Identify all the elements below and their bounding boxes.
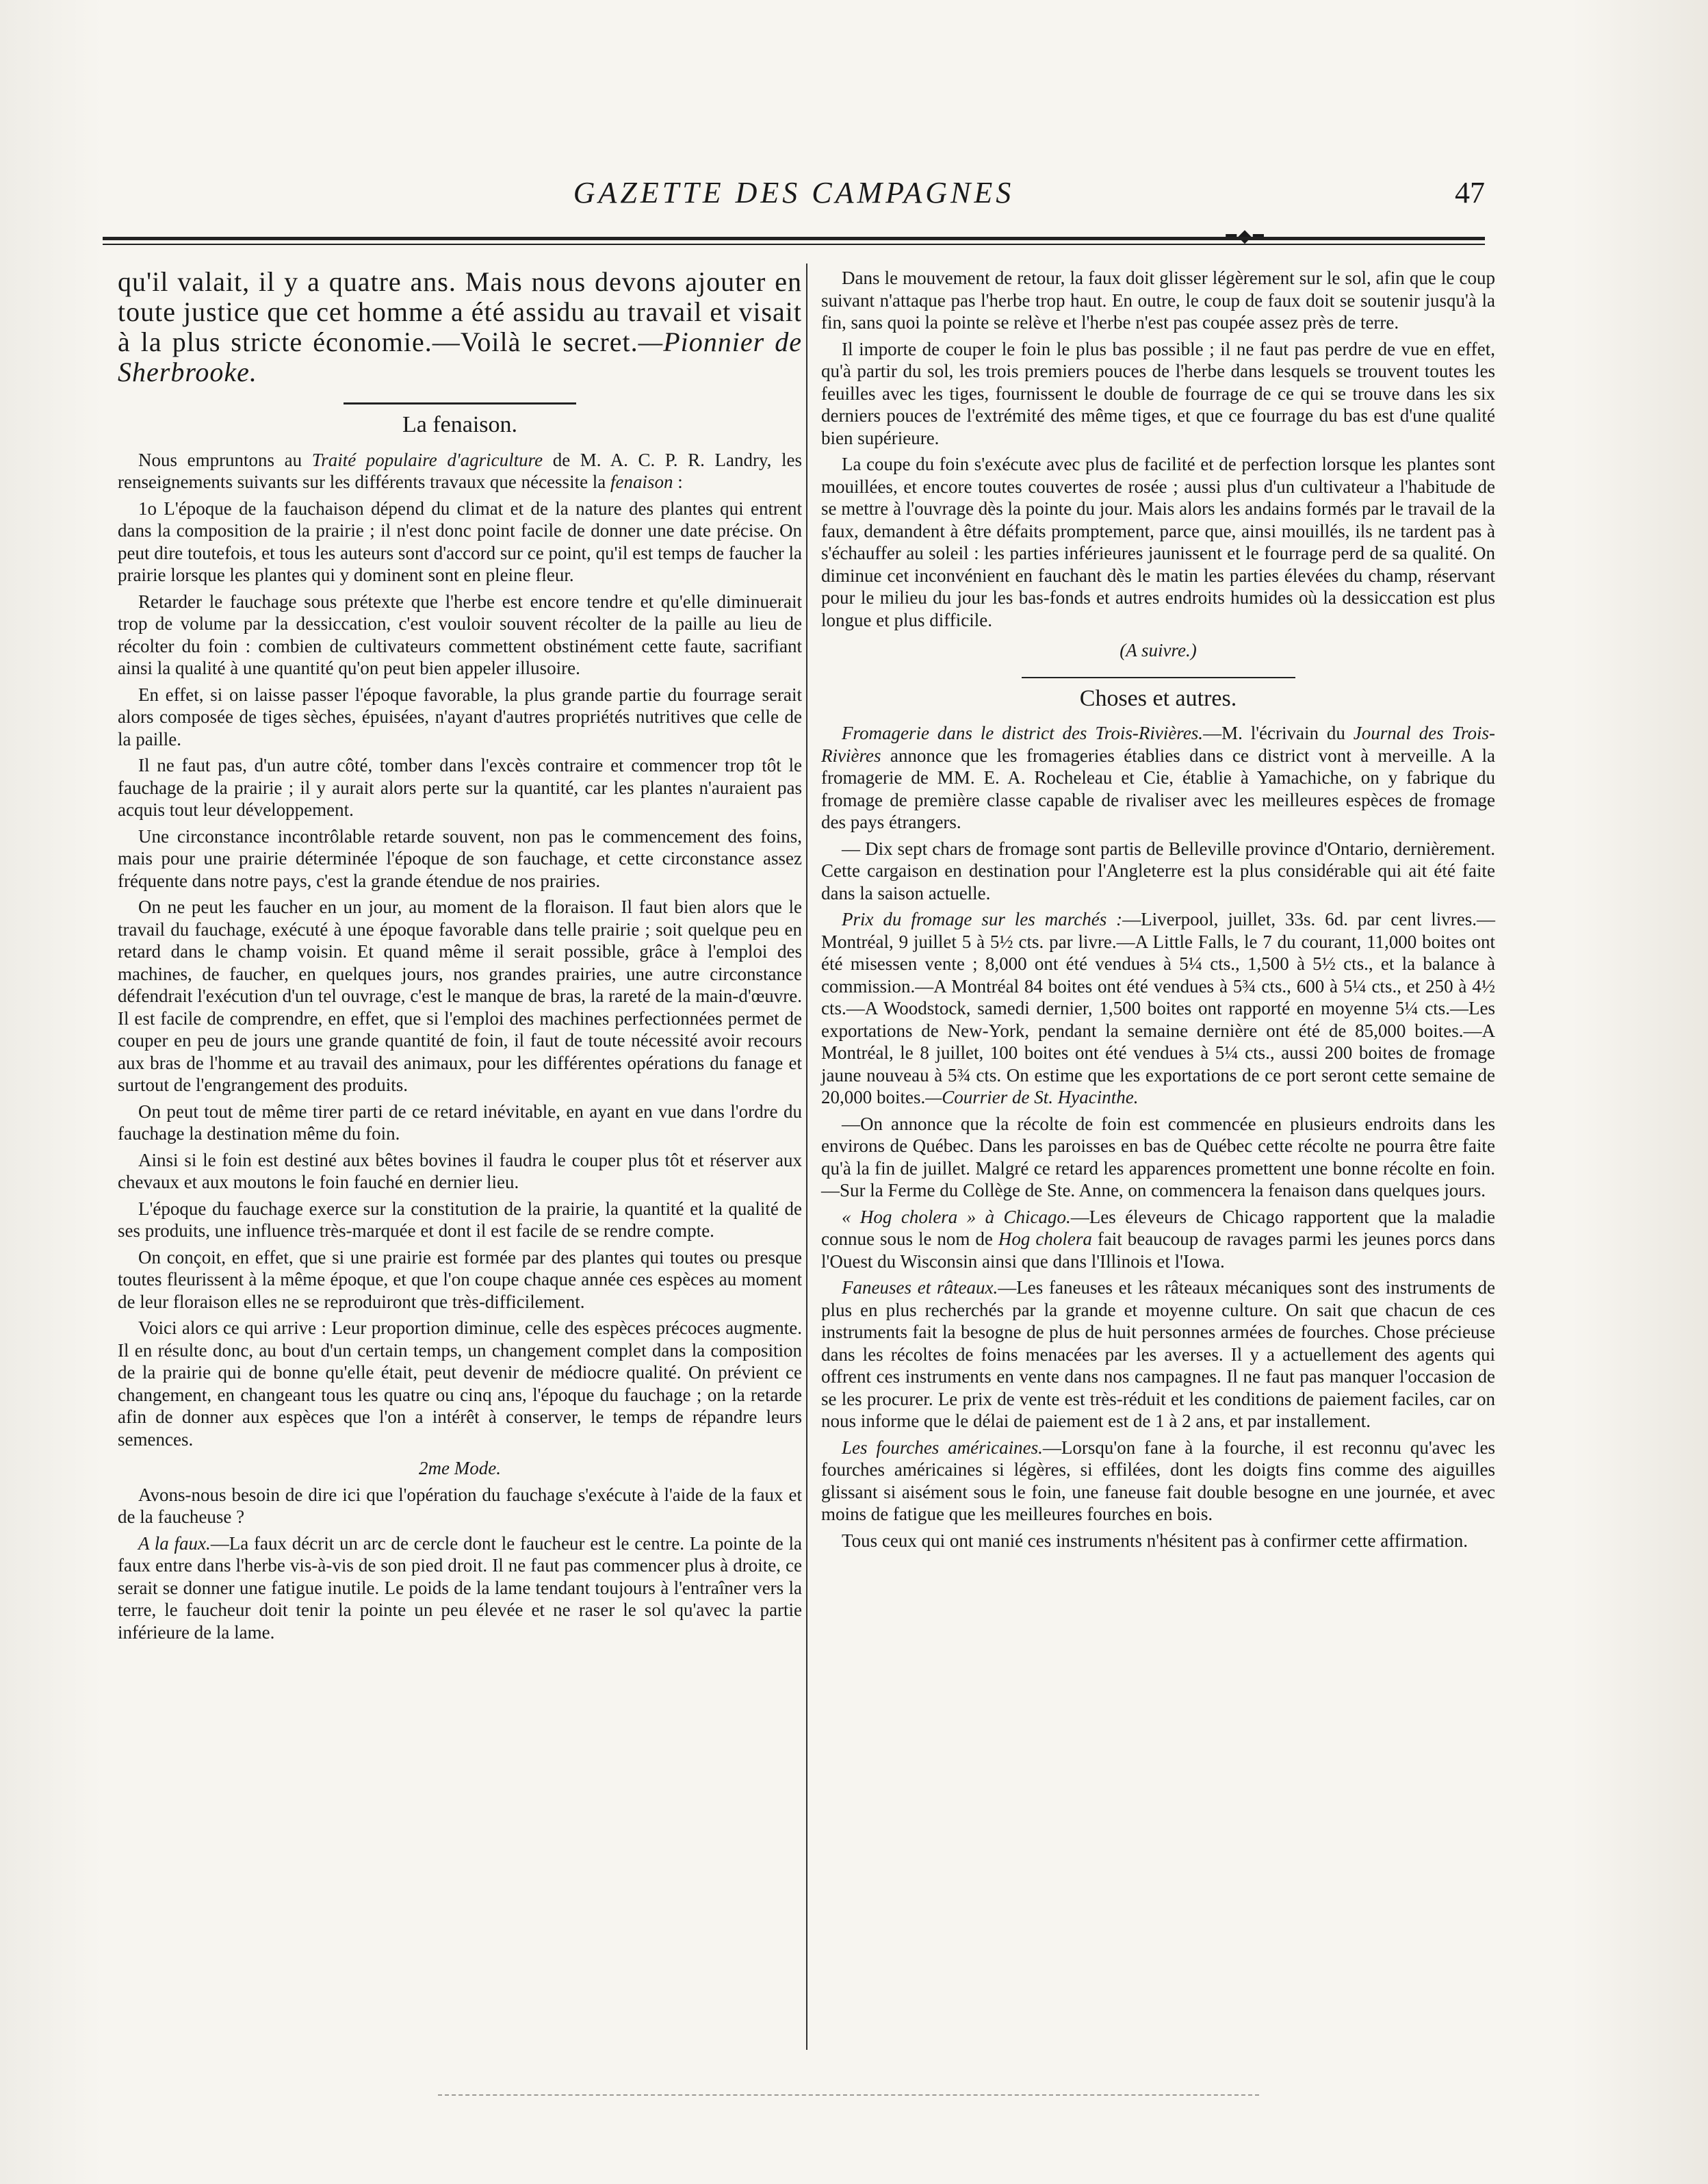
run-in-heading: « Hog cholera » à Chicago. [842, 1206, 1071, 1227]
bottom-rule [438, 2094, 1259, 2096]
paragraph: Il ne faut pas, d'un autre côté, tomber dans l'excès contraire et commencer trop tôt le fauchage de la prairie ; il y aurait alors perte sur la quantité, car les plantes n'auraient pas acquis tout leur développement. [118, 755, 802, 820]
text: Hog cholera [998, 1229, 1092, 1249]
article-title-fenaison: La fenaison. [402, 412, 518, 437]
right-column [821, 267, 1495, 1556]
lead-text: qu'il valait, il y a quatre ans. Mais nous devons ajouter en toute justice que cet homme a été assidu au travail et visait à la plus stricte économie.—Voilà le secret. [118, 266, 802, 357]
paragraph: En effet, si on laisse passer l'époque favorable, la plus grande partie du fourrage serait alors composée de tiges sèches, épuisées, n'ayant d'autres propriétés nutritives que celle de la paille. [118, 684, 802, 749]
text: de M. A. C. P. R. Landry, les renseignements suivants sur les différents travaux que nécessite la [118, 449, 802, 492]
paragraph: L'époque du fauchage exerce sur la constitution de la prairie, la quantité et la qualité de ses produits, une influence très-marquée et dont il est facile de se rendre compte. [118, 1198, 802, 1241]
run-in-heading: A la faux. [138, 1532, 211, 1554]
news-item [821, 722, 1495, 834]
text: fenaison [610, 472, 673, 492]
news-item [821, 1437, 1495, 1526]
ornament-icon: ━◆━ [1226, 226, 1265, 246]
paragraph: Une circonstance incontrôlable retarde souvent, non pas le commencement des foins, mais pour une prairie déterminée l'époque de son fauchage, et cette circonstance assez fréquente dans notre pays, c'est la grande étendue de nos prairies. [118, 825, 802, 891]
run-in-heading: Les fourches américaines. [842, 1437, 1043, 1458]
text: —M. l'écrivain du [1203, 723, 1354, 743]
lead-source: —Pionnier de Sherbrooke. [118, 326, 802, 387]
page-header [103, 175, 1485, 223]
paragraph: Retarder le fauchage sous prétexte que l'herbe est encore tendre et qu'elle diminuerait trop de volume par la dessiccation, c'est vouloir souvent récolter de la paille au lieu de récolter du foin : combien de cultivateurs commettent obstinément cette faute, sacrifiant ainsi la qualité à une quantité qu'on peut bien appeler illusoire. [118, 591, 802, 678]
paragraph: Dans le mouvement de retour, la faux doit glisser légèrement sur le sol, afin que le coup suivant n'attaque pas l'herbe trop haut. En outre, le coup de faux doit se soutenir jusqu'à la fin, sans quoi la pointe se relève et l'herbe n'est pas coupée assez près de terre. [821, 268, 1495, 333]
run-in-heading: Faneuses et râteaux. [842, 1277, 998, 1298]
section-rule [344, 402, 576, 404]
news-item: — Dix sept chars de fromage sont partis de Belleville province d'Ontario, dernièrement. Cette cargaison en destination pour l'Angleterre est la plus considérable qui ait été faite dans la saison actuelle. [821, 838, 1495, 903]
text: Journal des Trois-Rivières [821, 723, 1496, 766]
news-item [821, 1206, 1495, 1273]
news-item: —On annonce que la récolte de foin est commencée en plusieurs endroits dans les environs de Québec. Dans les paroisses en bas de Québec cette récolte ne pourra être faite qu'à la fin de juillet. Malgré ce retard les apparences promettent une bonne récolte en foin.—Sur la Ferme du Collège de Ste. Anne, on commencera la fenaison dans quelques jours. [821, 1113, 1495, 1200]
book-title: Traité populaire d'agriculture [311, 449, 543, 470]
news-item [821, 1276, 1495, 1433]
text: annonce que les fromageries établies dans ce district vont à merveille. A la fromagerie de MM. E. A. Rocheleau et Cie, établie à Yamachiche, on y fabrique du fromage de première classe capable de rivaliser avec les meilleures espèces de fromage des pays étrangers. [821, 745, 1495, 832]
paragraph: Avons-nous besoin de dire ici que l'opération du fauchage s'exécute à l'aide de la faux et de la faucheuse ? [118, 1484, 802, 1527]
page-number: 47 [1455, 176, 1485, 209]
paragraph: La coupe du foin s'exécute avec plus de facilité et de perfection lorsque les plantes sont mouillées, et encore toutes couvertes de rosée ; aussi plus d'un cultivateur a l'habitude de se mettre à l'ouvrage dès la pointe du jour. Mais alors les andains formés par le travail de la faux, demandent à être défaits promptement, parce que, ainsi mouillés, ils ne tardent pas à s'échauffer au soleil : les parties inférieures jaunissent et le fourrage perd de sa qualité. On diminue cet inconvénient en fauchant dès le matin les parties élevées du champ, réservant pour le milieu du jour les bas-fonds et autres endroits humides où la dessiccation est plus longue et plus difficile. [821, 454, 1495, 630]
text: —La faux décrit un arc de cercle dont le faucheur est le centre. La pointe de la faux entre dans l'herbe vis-à-vis de son pied droit. Il ne faut pas commencer plus à droite, ce serait se donner une fatigue inutile. Le poids de la lame tendant toujours à l'entraîner vers la terre, le faucheur doit tenir la pointe un peu élevée et ne raser le sol qu'avec la partie inférieure de la lame. [118, 1532, 802, 1643]
news-item [821, 908, 1495, 1109]
paragraph: On conçoit, en effet, que si une prairie est formée par des plantes qui toutes ou presque toutes fleurissent à la même époque, et que l'on coupe chaque année ces espèces au moment de leur floraison elles ne se reproduiront que très-difficilement. [118, 1246, 802, 1312]
subheading-2me-mode: 2me Mode. [419, 1458, 501, 1478]
column-divider [806, 264, 807, 2050]
run-in-heading: Fromagerie dans le district des Trois-Rivières. [842, 723, 1204, 743]
paragraph: Voici alors ce qui arrive : Leur proportion diminue, celle des espèces précoces augmente. Il en résulte donc, au bout d'un certain temps, un changement complet dans la composition de la prairie qui de bonne qu'elle était, peut devenir de médiocre qualité. On prévient ce changement, en changeant tous les quatre ou cinq ans, l'époque du fauchage ; on la retarde afin de donner aux espèces que l'on a intérêt à conserver, le temps de répandre leurs semences. [118, 1318, 802, 1450]
paragraph: Ainsi si le foin est destiné aux bêtes bovines il faudra le couper plus tôt et réserver aux chevaux et aux moutons le foin fauché en dernier lieu. [118, 1149, 802, 1192]
lead-paragraph [118, 267, 802, 387]
paragraph [118, 1532, 802, 1644]
header-rule [103, 237, 1485, 245]
run-in-heading: Prix du fromage sur les marchés : [842, 909, 1123, 929]
text: Nous empruntons au [138, 449, 312, 470]
news-item: Tous ceux qui ont manié ces instruments n'hésitent pas à confirmer cette affirmation. [842, 1530, 1468, 1551]
paragraph: On peut tout de même tirer parti de ce retard inévitable, en ayant en vue dans l'ordre du fauchage la destination même du foin. [118, 1101, 802, 1144]
text: —Lorsqu'on fane à la fourche, il est reconnu qu'avec les fourches américaines si légères, si effilées, dont les doigts fins comme des aiguilles glissant si aisément sous le foin, une faneuse fait double besogne en une journée, et avec moins de fatigue que les meilleures fourches en bois. [821, 1437, 1495, 1524]
paragraph: Il importe de couper le foin le plus bas possible ; il ne faut pas perdre de vue en effet, qu'à partir du sol, les trois premiers pouces de l'herbe dans lesquels se trouvent toutes les feuilles avec les tiges, fournissent le double de fourrage de ce qui se trouve dans les six derniers pouces de l'extrémité des même tiges, et que ce fourrage du bas est d'une qualité bien supérieure. [821, 338, 1495, 448]
section-rule [1022, 677, 1295, 678]
paragraph: 1o L'époque de la fauchaison dépend du climat et de la nature des plantes qui entrent dans la composition de la prairie ; il n'est donc point facile de donner une date précise. On peut dire toutefois, et tous les auteurs sont d'accord sur ce point, qu'il est temps de faucher la prairie lorsque les plantes qui y dominent sont en pleine fleur. [118, 498, 802, 585]
publication-title: GAZETTE DES CAMPAGNES [573, 176, 1015, 209]
article-title-choses: Choses et autres. [1079, 685, 1237, 711]
text: : [673, 472, 683, 492]
to-be-continued: (A suivre.) [1120, 640, 1197, 660]
paragraph: On ne peut les faucher en un jour, au moment de la floraison. Il faut bien alors que le travail du fauchage, exécuté à une époque favorable dans telle prairie ; soit quelque peu en retard dans le champ voisin. Et quand même il serait possible, grâce à l'emploi des machines, de faucher, en quelques jours, nos grandes prairies, une autre circonstance défendrait l'exécution d'un tel ouvrage, c'est le manque de bras, la rareté de la main-d'œuvre. Il est facile de comprendre, en effet, que si l'emploi des machines perfectionnées permet de couper en peu de jours une grande quantité de foin, il faut de toute nécessité avoir recours aux bras de l'homme et au travail des animaux, pour les différentes opérations du fanage et surtout de l'engrangement des produits. [118, 897, 802, 1095]
text: —Les faneuses et les râteaux mécaniques sont des instruments de plus en plus recherchés par la grande et moyenne culture. On sait que chacun de ces instruments fait la besogne de plus de huit personnes armées de fourches. Chose précieuse dans les récoltes de foins menacées par les averses. Il y a actuellement des agents qui offrent ces instruments en vente dans nos campagnes. Il ne faut pas manquer l'occasion de se les procurer. Le prix de vente est très-réduit et les conditions de paiement faciles, car on nous informe que le délai de paiement est de 1 à 2 ans, et par installement. [821, 1277, 1496, 1431]
text: —Liverpool, juillet, 33s. 6d. par cent livres.—Montréal, 9 juillet 5 à 5½ cts. par livre.—A Little Falls, le 7 du courant, 11,000 boites ont été misessen vente ; 8,000 ont été vendues à 5¼ cts., 1,500 à 5½ cts., et la balance à commission.—A Montréal 84 boites ont été vendues à 5¾ cts., 600 à 5¼ cts., et 250 à 4½ cts.—A Woodstock, samedi dernier, 1,500 boites ont rapporté en moyenne 5¼ cts.—Les exportations de New-York, pendant la semaine dernière ont été de 85,000 boites.—A Montréal, le 8 juillet, 100 boites ont été vendues à 5¼ cts., aussi 200 boites de fromage jaune nouveau à 5¾ cts. On estime que les exportations de ce port seront cette semaine de 20,000 boites. [821, 909, 1496, 1107]
text: —Les éleveurs de Chicago rapportent que la maladie connue sous le nom de [821, 1206, 1495, 1249]
text: —Courrier de St. Hyacinthe. [925, 1087, 1139, 1107]
left-column [118, 267, 802, 1647]
paragraph [118, 449, 802, 493]
text: fait beaucoup de ravages parmi les jeunes porcs dans l'Ouest du Wisconsin ainsi que dans l'Illinois et l'Iowa. [821, 1229, 1495, 1272]
